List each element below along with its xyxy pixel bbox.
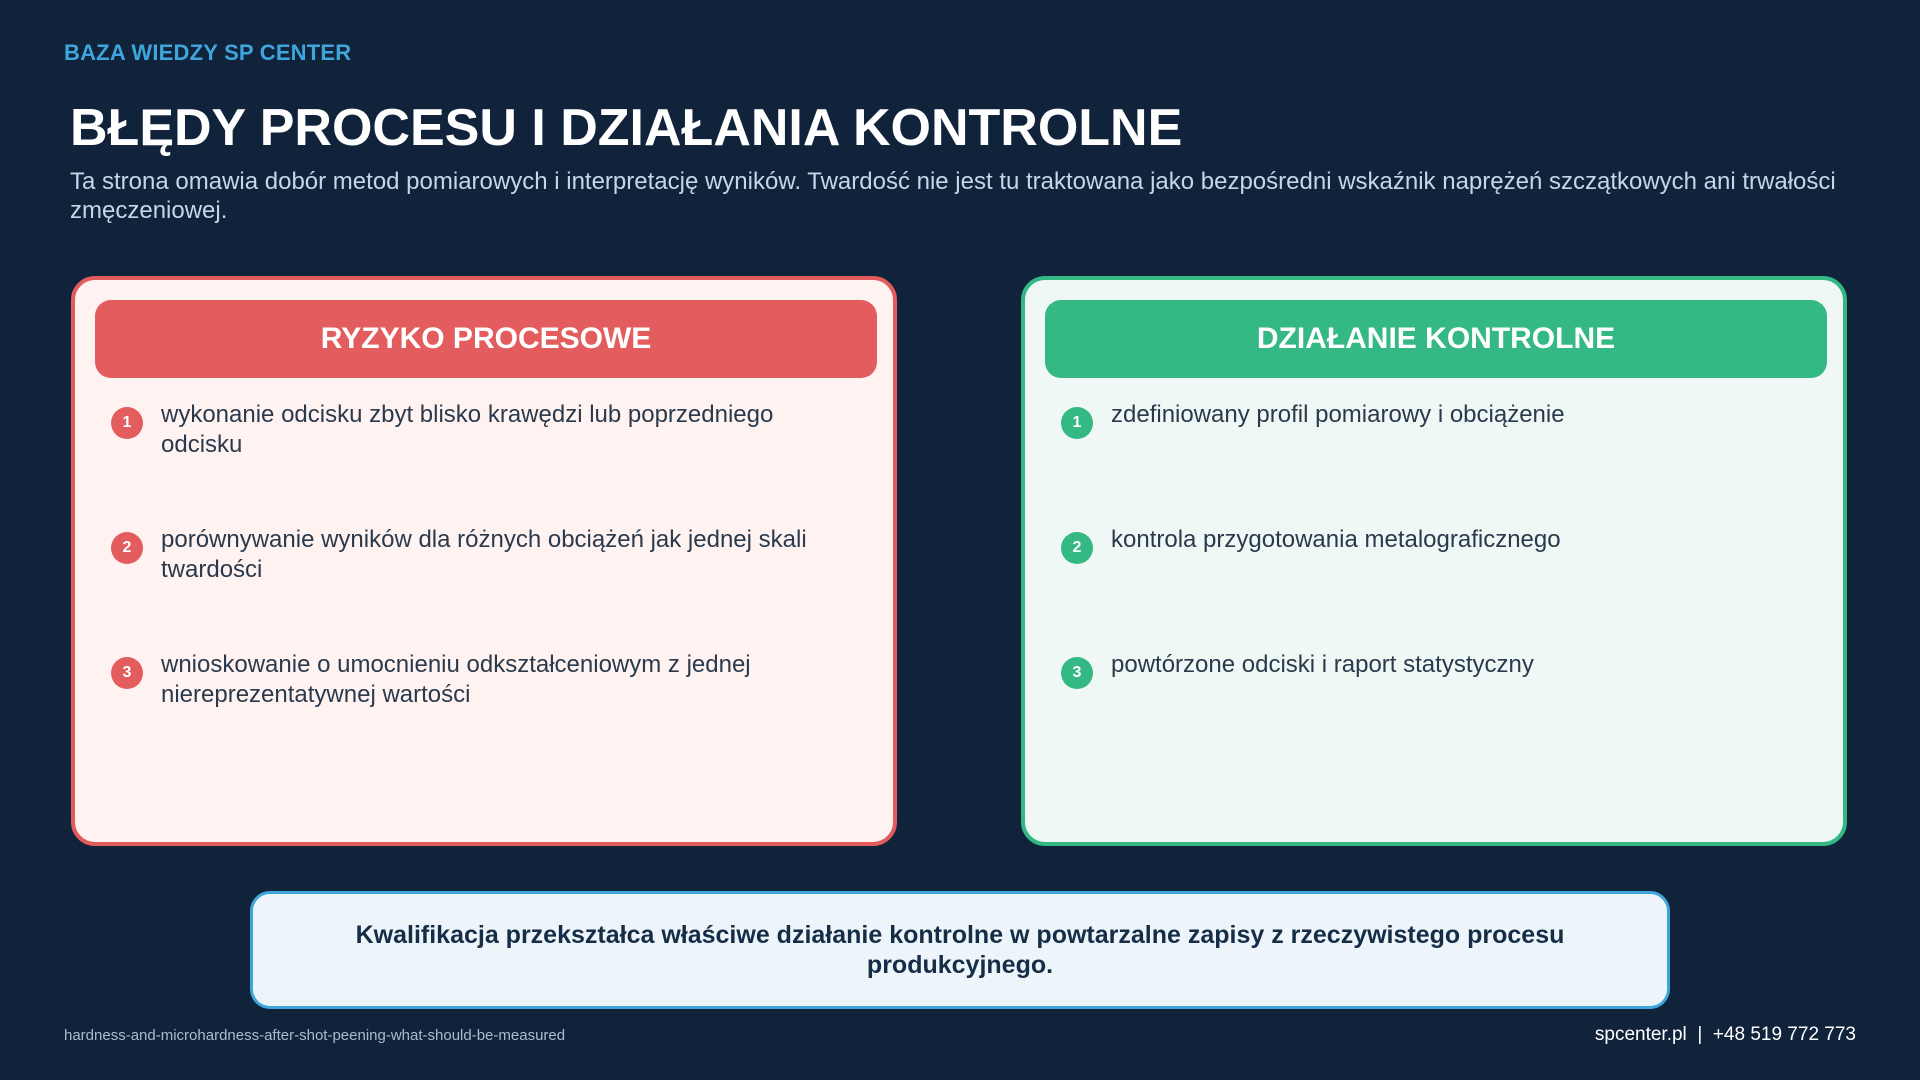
risk-item-text: wnioskowanie o umocnieniu odkształceniowym z jednej niereprezentatywnej wartości xyxy=(161,651,751,708)
risk-item xyxy=(111,400,851,460)
summary-box xyxy=(250,891,1670,1009)
risk-item xyxy=(111,650,851,710)
risk-item-number: 2 xyxy=(111,532,143,564)
page-title: BŁĘDY PROCESU I DZIAŁANIA KONTROLNE xyxy=(70,99,1183,157)
control-item-number: 3 xyxy=(1061,657,1093,689)
summary-text: Kwalifikacja przekształca właściwe działanie kontrolne w powtarzalne zapisy z rzeczywistego procesu produkcyjnego. xyxy=(355,921,1565,979)
brand-label: BAZA WIEDZY SP CENTER xyxy=(64,40,352,65)
risk-card-header: RYZYKO PROCESOWE xyxy=(95,300,877,378)
risk-item-text: wykonanie odcisku zbyt blisko krawędzi lub poprzedniego odcisku xyxy=(161,401,774,458)
risk-card xyxy=(71,276,897,846)
control-item-text: kontrola przygotowania metalograficznego xyxy=(1111,526,1561,553)
footer-contact: spcenter.pl | +48 519 772 773 xyxy=(1594,1024,1856,1045)
control-item xyxy=(1061,400,1801,439)
control-item xyxy=(1061,650,1801,689)
risk-item-number: 3 xyxy=(111,657,143,689)
footer-slug: hardness-and-microhardness-after-shot-peening-what-should-be-measured xyxy=(64,1027,566,1044)
risk-item-number: 1 xyxy=(111,407,143,439)
control-item-text: powtórzone odciski i raport statystyczny xyxy=(1111,651,1534,678)
control-item-number: 1 xyxy=(1061,407,1093,439)
risk-item-text: porównywanie wyników dla różnych obciążeń jak jednej skali twardości xyxy=(161,526,807,583)
control-item-number: 2 xyxy=(1061,532,1093,564)
control-item-text: zdefiniowany profil pomiarowy i obciążenie xyxy=(1111,401,1565,428)
control-card-header: DZIAŁANIE KONTROLNE xyxy=(1045,300,1827,378)
risk-item xyxy=(111,525,851,585)
control-card xyxy=(1021,276,1847,846)
page-subtitle: Ta strona omawia dobór metod pomiarowych i interpretację wyników. Twardość nie jest tu traktowana jako bezpośredni wskaźnik naprężeń szczątkowych ani trwałości zmęczeniowej. xyxy=(70,168,1836,224)
control-item xyxy=(1061,525,1801,564)
